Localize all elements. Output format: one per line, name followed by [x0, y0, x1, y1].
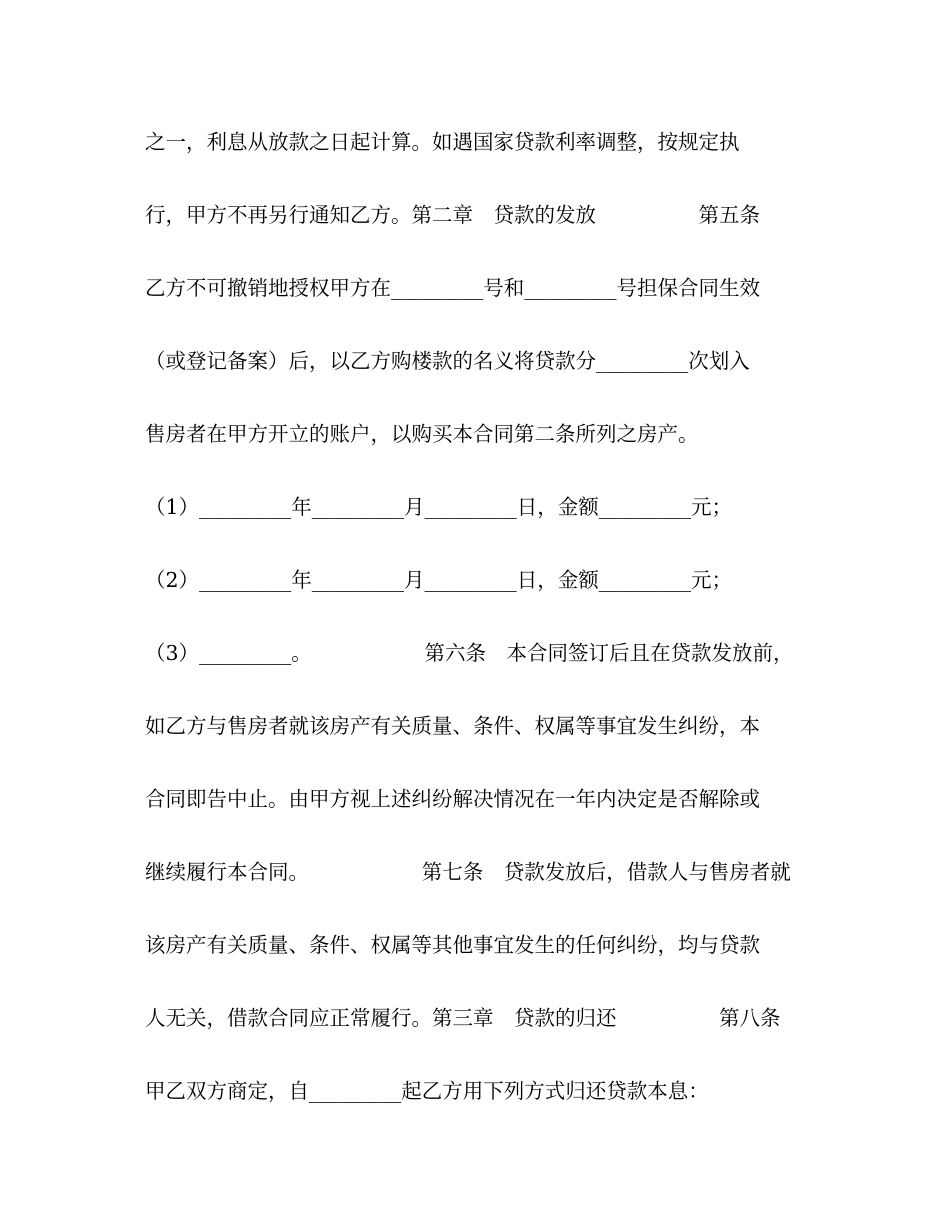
text-line: 甲乙双方商定，自_________起乙方用下列方式归还贷款本息：	[145, 1079, 709, 1103]
text-line: 之一，利息从放款之日起计算。如遇国家贷款利率调整，按规定执	[145, 130, 740, 154]
text-line: 该房产有关质量、条件、权属等其他事宜发生的任何纠纷，均与贷款	[145, 933, 760, 957]
text-line: 继续履行本合同。 第七条 贷款发放后，借款人与售房者就	[145, 860, 791, 884]
text-line: （1）_________年_________月_________日，金额_________元；	[145, 495, 733, 519]
text-line: （3）_________。 第六条 本合同签订后且在贷款发放前，	[145, 641, 794, 665]
text-line: （2）_________年_________月_________日，金额_________元；	[145, 568, 733, 592]
text-line: 如乙方与售房者就该房产有关质量、条件、权属等事宜发生纠纷，本	[145, 714, 760, 738]
text-line: 售房者在甲方开立的账户，以购买本合同第二条所列之房产。	[145, 422, 699, 446]
text-line: 行，甲方不再另行通知乙方。第二章 贷款的发放 第五条	[145, 203, 760, 227]
text-line: 乙方不可撤销地授权甲方在_________号和_________号担保合同生效	[145, 276, 760, 300]
text-line: （或登记备案）后，以乙方购楼款的名义将贷款分_________次划入	[145, 349, 750, 373]
text-line: 人无关，借款合同应正常履行。第三章 贷款的归还 第八条	[145, 1006, 781, 1030]
text-line: 合同即告中止。由甲方视上述纠纷解决情况在一年内决定是否解除或	[145, 787, 760, 811]
